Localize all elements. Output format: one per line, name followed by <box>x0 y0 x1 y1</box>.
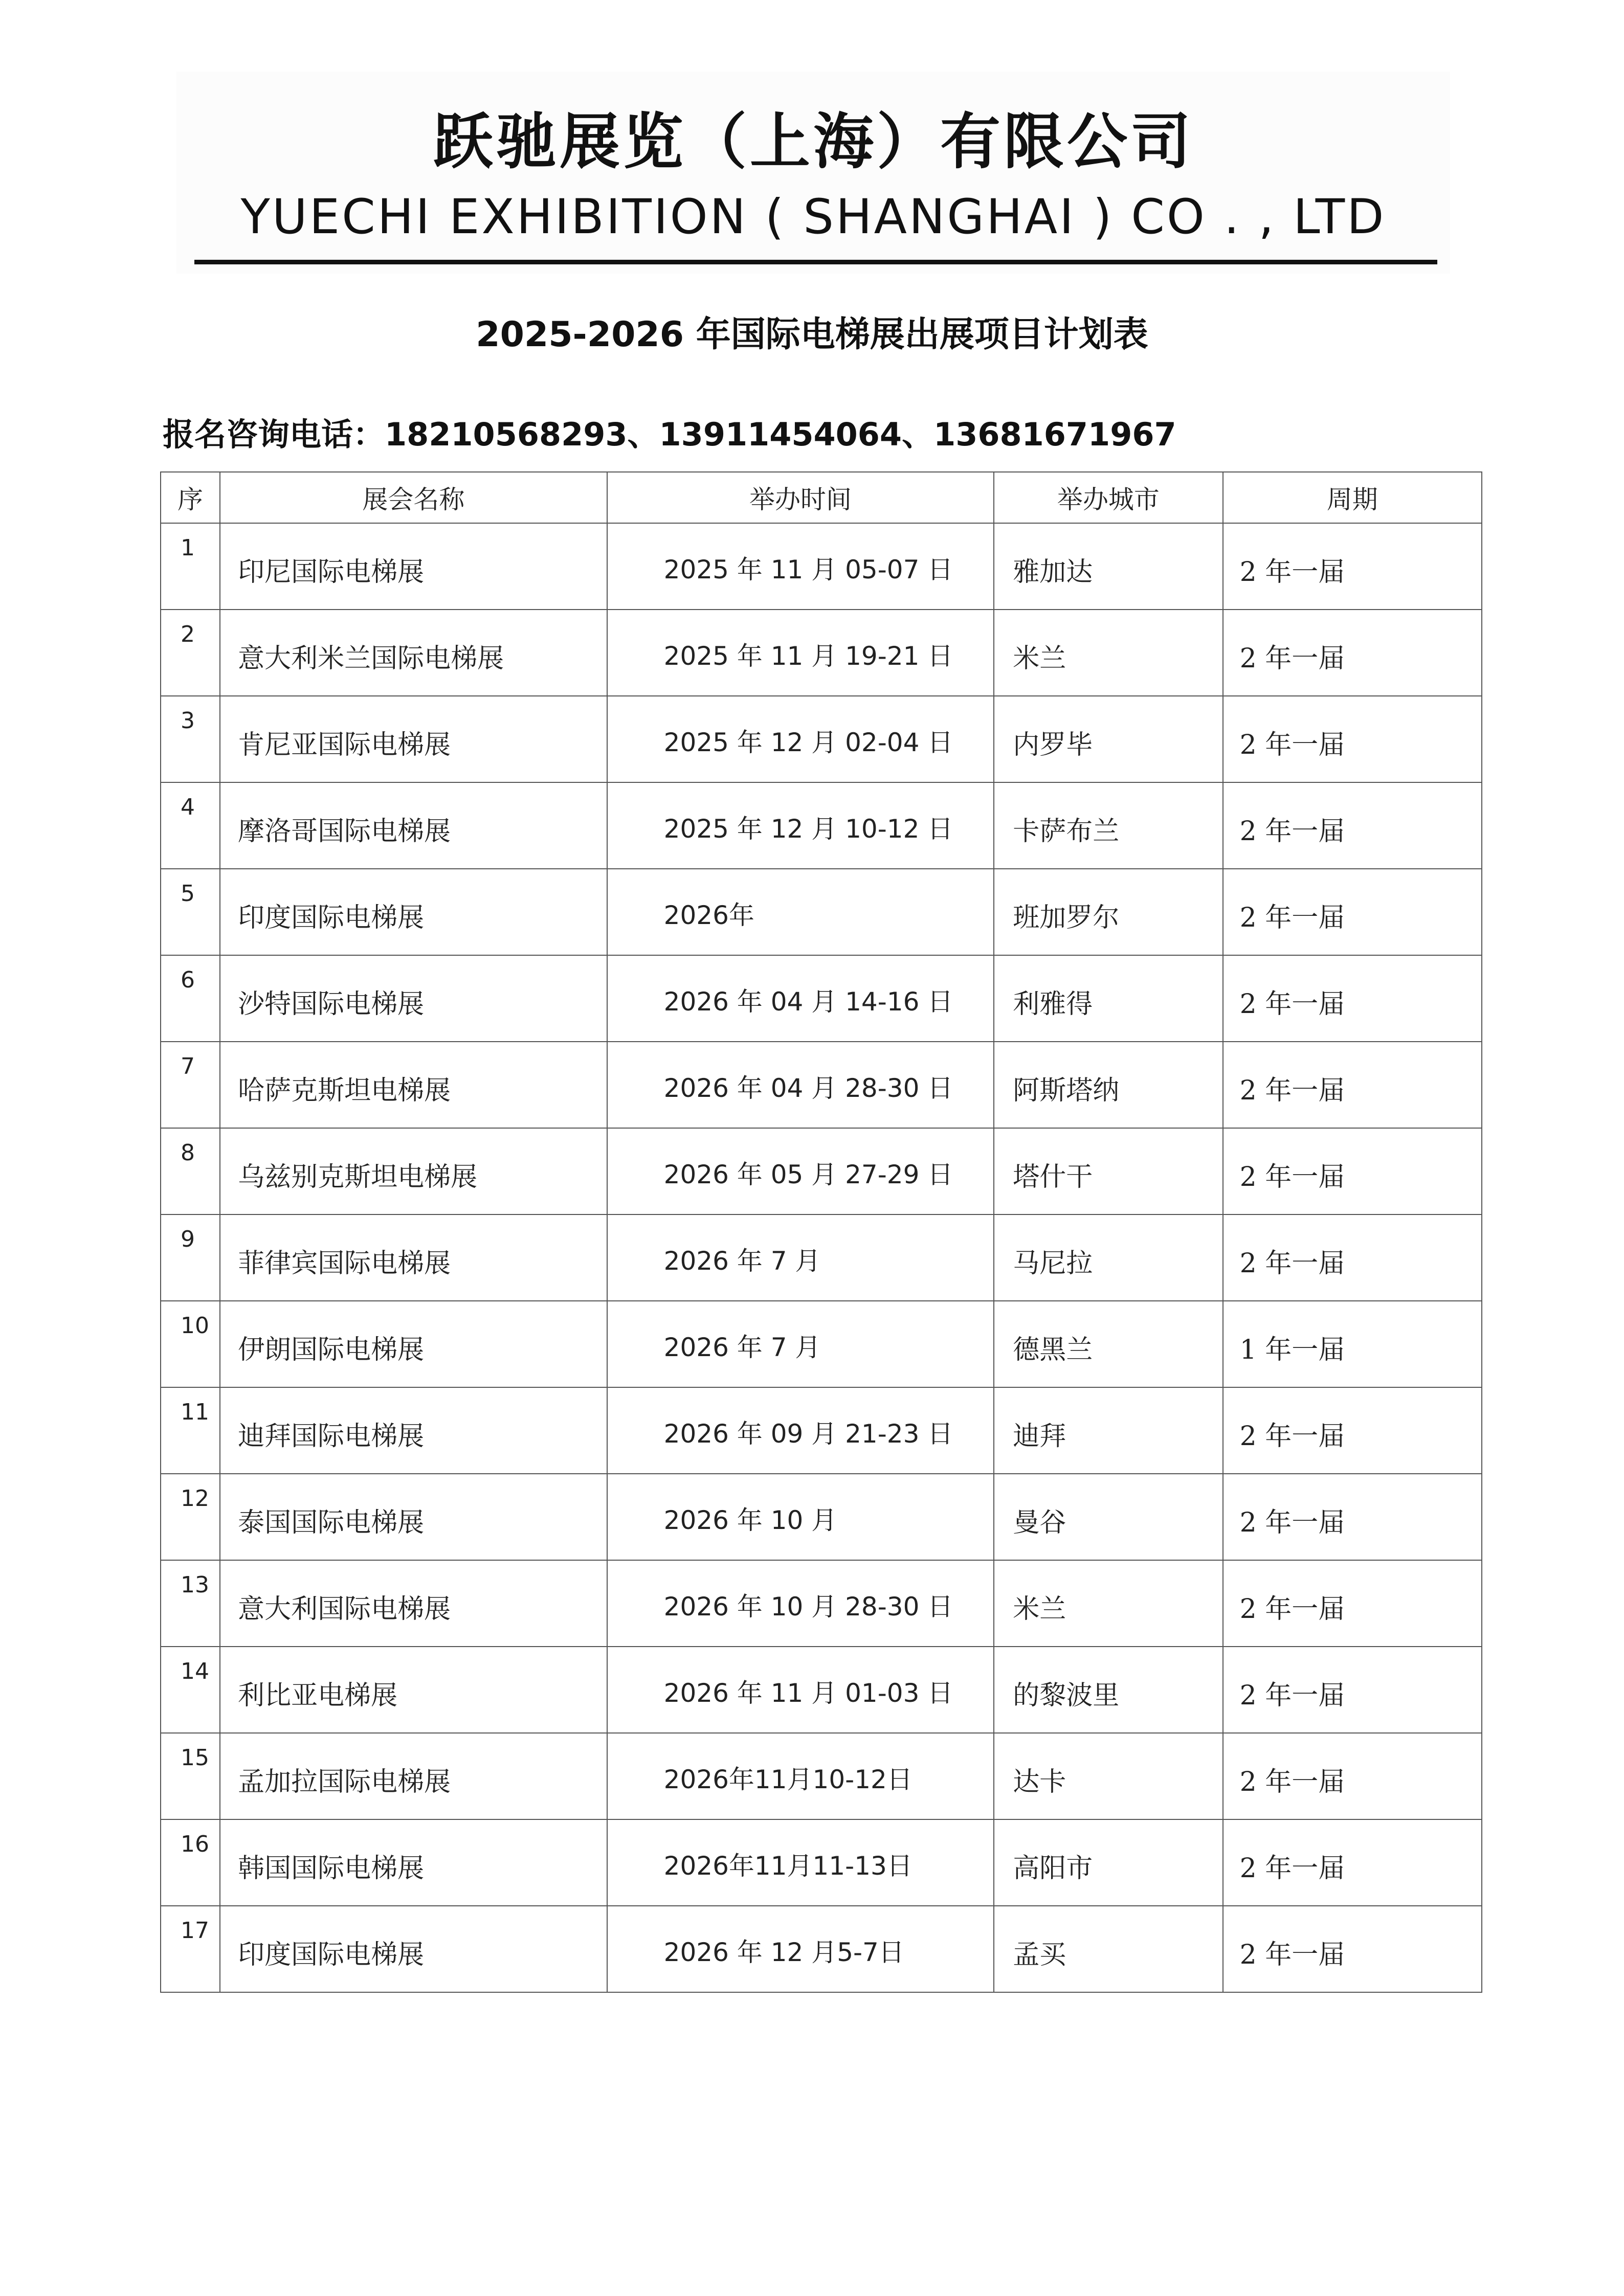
exhibition-name: 孟加拉国际电梯展 <box>238 1767 451 1797</box>
row-number-cell <box>161 523 220 610</box>
header-exhibition-name: 展会名称 <box>220 472 607 523</box>
exhibition-cycle: 2 年一届 <box>1239 1680 1345 1711</box>
exhibition-cycle: 2 年一届 <box>1239 1767 1345 1797</box>
exhibition-name-cell <box>220 1214 607 1301</box>
row-number: 12 <box>181 1485 209 1512</box>
exhibition-date: 2026 年 12 月5-7日 <box>663 1938 904 1967</box>
host-city: 迪拜 <box>1013 1421 1066 1452</box>
row-number-cell <box>161 1906 220 1992</box>
row-number: 11 <box>181 1399 209 1425</box>
exhibition-name-cell <box>220 696 607 782</box>
exhibition-date: 2026年11月10-12日 <box>663 1765 913 1794</box>
row-number: 8 <box>181 1140 195 1166</box>
exhibition-cycle: 2 年一届 <box>1239 1075 1345 1106</box>
exhibition-name: 菲律宾国际电梯展 <box>238 1248 451 1279</box>
exhibition-name-cell <box>220 1647 607 1733</box>
exhibition-cycle: 1 年一届 <box>1239 1335 1345 1365</box>
row-number: 5 <box>181 881 195 907</box>
exhibition-date-cell <box>607 696 994 782</box>
exhibition-name-cell <box>220 955 607 1042</box>
exhibition-name-cell <box>220 1474 607 1560</box>
table-row <box>161 696 1482 782</box>
host-city: 内罗毕 <box>1013 730 1093 760</box>
table-row <box>161 1128 1482 1214</box>
row-number: 14 <box>181 1658 209 1684</box>
row-number-cell <box>161 1128 220 1214</box>
exhibition-name: 迪拜国际电梯展 <box>238 1421 425 1452</box>
row-number-cell <box>161 1474 220 1560</box>
exhibition-date: 2026 年 05 月 27-29 日 <box>663 1160 953 1189</box>
host-city-cell <box>994 955 1222 1042</box>
exhibition-date: 2026 年 11 月 01-03 日 <box>663 1678 953 1708</box>
table-row <box>161 610 1482 696</box>
exhibition-name-cell <box>220 782 607 869</box>
exhibition-date-cell <box>607 869 994 955</box>
row-number: 16 <box>181 1831 209 1857</box>
exhibition-name-cell <box>220 1819 607 1906</box>
host-city-cell <box>994 696 1222 782</box>
company-name-english: YUECHI EXHIBITION ( SHANGHAI ) CO . , LTD <box>240 189 1386 245</box>
table-row <box>161 1647 1482 1733</box>
row-number-cell <box>161 782 220 869</box>
exhibition-name-cell <box>220 1560 607 1647</box>
row-number: 3 <box>181 708 195 734</box>
row-number: 4 <box>181 794 195 820</box>
exhibition-cycle-cell <box>1223 1301 1482 1387</box>
exhibition-cycle: 2 年一届 <box>1239 903 1345 933</box>
exhibition-date-cell <box>607 523 994 610</box>
row-number: 17 <box>181 1918 209 1944</box>
host-city-cell <box>994 869 1222 955</box>
exhibition-name: 意大利国际电梯展 <box>238 1594 451 1625</box>
exhibition-date: 2026 年 7 月 <box>663 1246 821 1276</box>
table-row <box>161 782 1482 869</box>
row-number: 10 <box>181 1313 209 1339</box>
exhibition-name: 韩国国际电梯展 <box>238 1853 425 1884</box>
exhibition-cycle-cell <box>1223 1474 1482 1560</box>
host-city-cell <box>994 1647 1222 1733</box>
exhibition-cycle-cell <box>1223 1819 1482 1906</box>
exhibition-cycle: 2 年一届 <box>1239 1248 1345 1279</box>
contact-phone-line: 报名咨询电话：18210568293、13911454064、13681671967 <box>163 416 1176 453</box>
exhibition-cycle-cell <box>1223 1042 1482 1128</box>
host-city-cell <box>994 1733 1222 1819</box>
exhibition-date: 2026 年 04 月 14-16 日 <box>663 987 953 1017</box>
row-number-cell <box>161 1301 220 1387</box>
host-city-cell <box>994 1560 1222 1647</box>
letterhead <box>176 72 1450 274</box>
exhibition-name-cell <box>220 869 607 955</box>
exhibition-date-cell <box>607 955 994 1042</box>
exhibition-name-cell <box>220 1042 607 1128</box>
host-city-cell <box>994 782 1222 869</box>
exhibition-cycle: 2 年一届 <box>1239 730 1345 760</box>
host-city: 高阳市 <box>1013 1853 1093 1884</box>
host-city-cell <box>994 1819 1222 1906</box>
exhibition-name: 伊朗国际电梯展 <box>238 1335 425 1365</box>
exhibition-cycle: 2 年一届 <box>1239 557 1345 588</box>
exhibition-cycle: 2 年一届 <box>1239 1162 1345 1192</box>
exhibition-cycle: 2 年一届 <box>1239 1853 1345 1884</box>
host-city: 班加罗尔 <box>1013 903 1120 933</box>
table-row <box>161 869 1482 955</box>
exhibition-name-cell <box>220 523 607 610</box>
exhibition-cycle-cell <box>1223 1906 1482 1992</box>
exhibition-date: 2026 年 7 月 <box>663 1333 821 1362</box>
table-row <box>161 1042 1482 1128</box>
host-city: 米兰 <box>1013 643 1066 674</box>
exhibition-cycle: 2 年一届 <box>1239 1507 1345 1538</box>
exhibition-name-cell <box>220 1906 607 1992</box>
host-city-cell <box>994 1906 1222 1992</box>
company-name-chinese: 跃驰展览（上海）有限公司 <box>432 106 1194 177</box>
header-number: 序 <box>161 472 220 523</box>
row-number-cell <box>161 696 220 782</box>
exhibition-date-cell <box>607 610 994 696</box>
row-number-cell <box>161 1214 220 1301</box>
exhibition-date: 2025 年 12 月 02-04 日 <box>663 728 953 757</box>
exhibition-cycle: 2 年一届 <box>1239 1940 1345 1970</box>
exhibition-cycle-cell <box>1223 610 1482 696</box>
host-city: 马尼拉 <box>1013 1248 1093 1279</box>
row-number-cell <box>161 610 220 696</box>
table-row <box>161 1387 1482 1474</box>
row-number: 9 <box>181 1226 195 1252</box>
host-city: 曼谷 <box>1013 1507 1066 1538</box>
exhibition-cycle-cell <box>1223 782 1482 869</box>
header-city: 举办城市 <box>994 472 1222 523</box>
exhibition-cycle-cell <box>1223 1733 1482 1819</box>
table-row <box>161 1906 1482 1992</box>
host-city-cell <box>994 1387 1222 1474</box>
exhibition-date: 2026 年 10 月 <box>663 1505 837 1535</box>
exhibition-name-cell <box>220 1387 607 1474</box>
host-city: 德黑兰 <box>1013 1335 1093 1365</box>
exhibition-cycle: 2 年一届 <box>1239 643 1345 674</box>
exhibition-date-cell <box>607 1042 994 1128</box>
exhibition-cycle-cell <box>1223 1128 1482 1214</box>
row-number-cell <box>161 1042 220 1128</box>
exhibition-name: 摩洛哥国际电梯展 <box>238 816 451 847</box>
exhibition-date-cell <box>607 1301 994 1387</box>
exhibition-name: 哈萨克斯坦电梯展 <box>238 1075 451 1106</box>
row-number-cell <box>161 1560 220 1647</box>
exhibition-name-cell <box>220 1733 607 1819</box>
exhibition-name: 沙特国际电梯展 <box>238 989 425 1020</box>
exhibition-name: 意大利米兰国际电梯展 <box>238 643 504 674</box>
exhibition-date-cell <box>607 1474 994 1560</box>
host-city-cell <box>994 1214 1222 1301</box>
exhibition-date: 2026 年 04 月 28-30 日 <box>663 1073 953 1103</box>
exhibition-date: 2025 年 12 月 10-12 日 <box>663 814 953 844</box>
host-city-cell <box>994 523 1222 610</box>
host-city: 塔什干 <box>1013 1162 1093 1192</box>
exhibition-date-cell <box>607 1387 994 1474</box>
table-row <box>161 955 1482 1042</box>
host-city: 利雅得 <box>1013 989 1093 1020</box>
host-city: 米兰 <box>1013 1594 1066 1625</box>
row-number: 13 <box>181 1572 209 1598</box>
exhibition-cycle: 2 年一届 <box>1239 816 1345 847</box>
header-date: 举办时间 <box>607 472 994 523</box>
host-city: 孟买 <box>1013 1940 1066 1970</box>
host-city: 雅加达 <box>1013 557 1093 588</box>
exhibition-cycle-cell <box>1223 955 1482 1042</box>
row-number: 7 <box>181 1053 195 1079</box>
row-number-cell <box>161 1647 220 1733</box>
exhibition-cycle-cell <box>1223 869 1482 955</box>
exhibition-date-cell <box>607 1819 994 1906</box>
host-city-cell <box>994 1042 1222 1128</box>
exhibition-date-cell <box>607 1733 994 1819</box>
table-row <box>161 1474 1482 1560</box>
exhibition-name: 印度国际电梯展 <box>238 903 425 933</box>
host-city-cell <box>994 1474 1222 1560</box>
table-row <box>161 1560 1482 1647</box>
exhibition-cycle-cell <box>1223 1387 1482 1474</box>
table-row <box>161 523 1482 610</box>
host-city-cell <box>994 1128 1222 1214</box>
exhibition-cycle-cell <box>1223 1647 1482 1733</box>
exhibition-name: 印度国际电梯展 <box>238 1940 425 1970</box>
table-row <box>161 1214 1482 1301</box>
row-number: 6 <box>181 967 195 993</box>
host-city-cell <box>994 1301 1222 1387</box>
exhibition-cycle: 2 年一届 <box>1239 1594 1345 1625</box>
row-number-cell <box>161 869 220 955</box>
exhibition-cycle-cell <box>1223 1560 1482 1647</box>
exhibition-name-cell <box>220 1301 607 1387</box>
exhibition-cycle: 2 年一届 <box>1239 1421 1345 1452</box>
table-row <box>161 1301 1482 1387</box>
exhibition-date: 2026年11月11-13日 <box>663 1851 913 1881</box>
table-row <box>161 1733 1482 1819</box>
exhibition-cycle: 2 年一届 <box>1239 989 1345 1020</box>
exhibition-name: 泰国国际电梯展 <box>238 1507 425 1538</box>
exhibition-schedule-table <box>160 471 1482 1993</box>
exhibition-date: 2026 年 10 月 28-30 日 <box>663 1592 953 1622</box>
row-number-cell <box>161 1733 220 1819</box>
exhibition-name: 肯尼亚国际电梯展 <box>238 730 451 760</box>
exhibition-name: 印尼国际电梯展 <box>238 557 425 588</box>
exhibition-date-cell <box>607 1560 994 1647</box>
table-header-row <box>161 472 1482 523</box>
host-city: 达卡 <box>1013 1767 1066 1797</box>
header-cycle: 周期 <box>1223 472 1482 523</box>
row-number-cell <box>161 1819 220 1906</box>
exhibition-cycle-cell <box>1223 523 1482 610</box>
host-city: 阿斯塔纳 <box>1013 1075 1120 1106</box>
exhibition-cycle-cell <box>1223 1214 1482 1301</box>
exhibition-date-cell <box>607 1647 994 1733</box>
table-body <box>161 523 1482 1992</box>
table-row <box>161 1819 1482 1906</box>
row-number-cell <box>161 955 220 1042</box>
exhibition-date: 2025 年 11 月 19-21 日 <box>663 641 953 671</box>
host-city: 卡萨布兰 <box>1013 816 1120 847</box>
exhibition-date: 2026年 <box>663 901 754 930</box>
exhibition-cycle-cell <box>1223 696 1482 782</box>
exhibition-date-cell <box>607 1128 994 1214</box>
exhibition-date-cell <box>607 782 994 869</box>
row-number: 2 <box>181 621 195 647</box>
exhibition-name: 利比亚电梯展 <box>238 1680 398 1711</box>
letterhead-divider <box>194 260 1437 264</box>
exhibition-date: 2026 年 09 月 21-23 日 <box>663 1419 953 1449</box>
host-city-cell <box>994 610 1222 696</box>
row-number-cell <box>161 1387 220 1474</box>
host-city: 的黎波里 <box>1013 1680 1120 1711</box>
exhibition-date: 2025 年 11 月 05-07 日 <box>663 555 953 584</box>
exhibition-name-cell <box>220 1128 607 1214</box>
exhibition-name-cell <box>220 610 607 696</box>
row-number: 15 <box>181 1745 209 1771</box>
exhibition-name: 乌兹别克斯坦电梯展 <box>238 1162 478 1192</box>
row-number: 1 <box>181 535 195 561</box>
exhibition-date-cell <box>607 1214 994 1301</box>
exhibition-date-cell <box>607 1906 994 1992</box>
document-title: 2025-2026 年国际电梯展出展项目计划表 <box>476 314 1148 355</box>
